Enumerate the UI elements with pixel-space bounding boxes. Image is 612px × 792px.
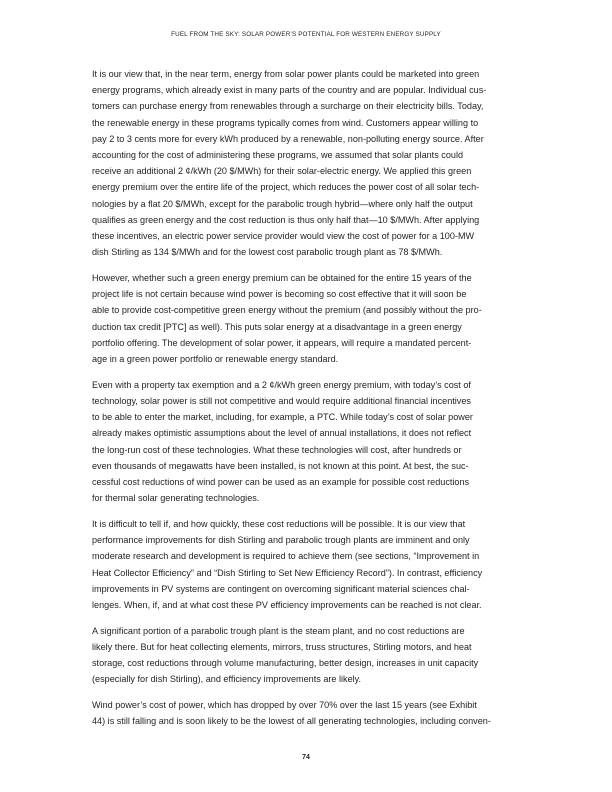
body-paragraph	[92, 516, 521, 613]
text-line: Wind power’s cost of power, which has dropped by over 70% over the last 15 years (see Exhibit	[92, 700, 477, 711]
text-line: It is our view that, in the near term, energy from solar power plants could be marketed into green	[92, 69, 480, 79]
text-line: A significant portion of a parabolic trough plant is the steam plant, and no cost reductions are	[92, 625, 465, 636]
body-paragraph	[92, 623, 521, 688]
text-line: these incentives, an electric power service provider would view the cost of power for a 100-MW	[92, 231, 475, 242]
text-line: receive an additional 2 ¢/kWh (20 $/MWh) for their solar-electric energy. We applied this green	[92, 166, 472, 177]
text-line: tomers can purchase energy from renewables through a surcharge on their electricity bills. Today,	[92, 101, 484, 112]
body-paragraph	[92, 377, 521, 507]
text-line: qualifies as green energy and the cost reduction is thus only half that—10 $/MWh. After applying	[92, 214, 480, 225]
text-line: dish Stirling as 134 $/MWh and for the lowest cost parabolic trough plant as 78 $/MWh.	[92, 247, 443, 258]
text-line: 44) is still falling and is soon likely to be the lowest of all generating technologies, including conven-	[92, 716, 491, 727]
text-line: the renewable energy in these programs typically comes from wind. Customers appear willing to	[92, 117, 479, 128]
text-line: project life is not certain because wind power is becoming so cost effective that it will soon be	[92, 289, 467, 300]
text-line: It is difficult to tell if, and how quickly, these cost reductions will be possible. It is our view that	[92, 519, 466, 530]
body-text	[92, 66, 521, 739]
text-line: cessful cost reductions of wind power can be used as an example for possible cost reductions	[92, 477, 470, 488]
text-line: already makes optimistic assumptions about the level of annual installations, it does not reflect	[92, 428, 472, 439]
text-line: nologies by a flat 20 $/MWh, except for the parabolic trough hybrid—where only half the output	[92, 198, 473, 209]
text-line: storage, cost reductions through volume manufacturing, better design, increases in unit capacity	[92, 658, 479, 669]
text-line: accounting for the cost of administering these programs, we assumed that solar plants could	[92, 150, 464, 161]
text-line: able to provide cost-competitive green energy without the premium (and possibly without the pro-	[92, 305, 482, 316]
text-line: even thousands of megawatts have been installed, is not known at this point. At best, the suc-	[92, 460, 469, 471]
text-line: technology, solar power is still not competitive and would require additional financial incentives	[92, 396, 471, 407]
body-paragraph	[92, 697, 521, 729]
page-number: 74	[302, 754, 310, 761]
text-line: improvements in PV systems are contingent on overcoming significant material sciences chal-	[92, 583, 470, 594]
text-line: portfolio offering. The development of solar power, it appears, will require a mandated percent-	[92, 337, 472, 348]
text-line: to be able to enter the market, including, for example, a PTC. While today’s cost of solar power	[92, 412, 473, 423]
text-line: energy premium over the entire life of the project, which reduces the power cost of all solar tech-	[92, 182, 480, 193]
text-line: (especially for dish Stirling), and efficiency improvements are likely.	[92, 674, 362, 685]
text-line: lenges. When, if, and at what cost these PV efficiency improvements can be reached is not clear.	[92, 600, 482, 611]
text-line: age in a green power portfolio or renewable energy standard.	[92, 354, 339, 365]
text-line: the long-run cost of these technologies. What these technologies will cost, after hundreds or	[92, 444, 462, 455]
text-line: pay 2 to 3 cents more for every kWh produced by a renewable, non-polluting energy source. After	[92, 133, 484, 144]
text-line: likely there. But for heat collecting elements, mirrors, truss structures, Stirling motors, and heat	[92, 642, 472, 653]
text-line: Even with a property tax exemption and a 2 ¢/kWh green energy premium, with today’s cost of	[92, 379, 471, 390]
text-line: moderate research and development is required to achieve them (see sections, “Improvement in	[92, 551, 480, 562]
text-line: Heat Collector Efficiency” and “Dish Stirling to Set New Efficiency Record”). In contrast, efficiency	[92, 567, 483, 578]
text-line: energy programs, which already exist in many parts of the country and are popular. Individual cus-	[92, 85, 487, 96]
text-line: performance improvements for dish Stirling and parabolic trough plants are imminent and only	[92, 535, 470, 546]
text-line: for thermal solar generating technologies.	[92, 493, 260, 504]
body-paragraph	[92, 270, 521, 367]
text-line: However, whether such a green energy premium can be obtained for the entire 15 years of the	[92, 273, 472, 284]
running-header: FUEL FROM THE SKY: SOLAR POWER’S POTENTIAL FOR WESTERN ENERGY SUPPLY	[171, 31, 441, 38]
body-paragraph	[92, 66, 521, 260]
text-line: duction tax credit [PTC] as well). This puts solar energy at a disadvantage in a green energy	[92, 321, 462, 332]
